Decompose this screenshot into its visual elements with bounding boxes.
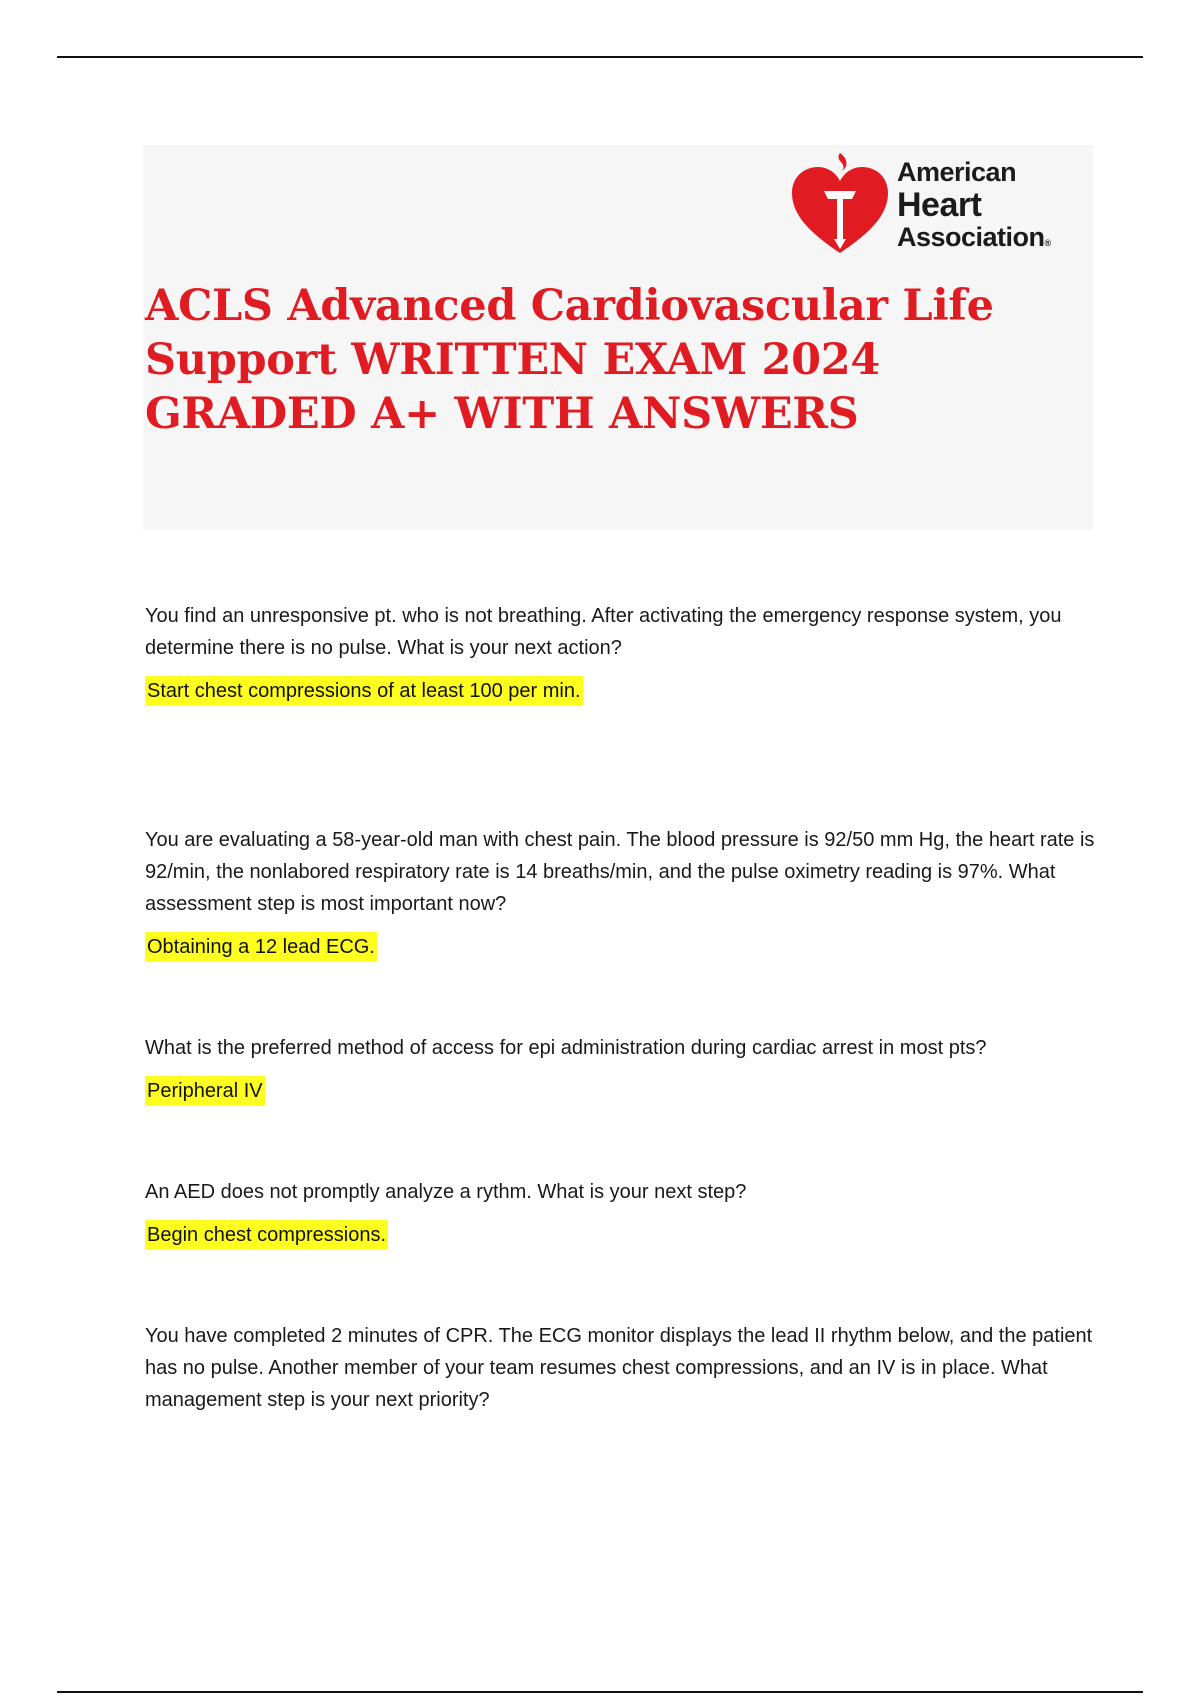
heart-torch-icon xyxy=(790,145,890,260)
logo-line-heart: Heart xyxy=(897,186,982,224)
question-text: What is the preferred method of access for epi administration during cardiac arrest in most pts? xyxy=(145,1037,987,1059)
question-text: You are evaluating a 58-year-old man with chest pain. The blood pressure is 92/50 mm Hg, the heart rate is 92/min, the nonlabored respiratory rate is 14 breaths/min, and the pulse oximetry reading is 97%. What assessment step is most important now? xyxy=(145,829,1095,915)
document-title: ACLS Advanced Cardiovascular Life Support WRITTEN EXAM 2024 GRADED A+ WITH ANSWERS xyxy=(145,281,994,439)
logo-line-american: American xyxy=(897,157,1017,187)
answer-highlight: Start chest compressions of at least 100 per min. xyxy=(145,676,583,706)
question-text: You have completed 2 minutes of CPR. The ECG monitor displays the lead II rhythm below, and the patient has no pulse. Another member of your team resumes chest compressions, and an IV is in place. What management step is your next priority? xyxy=(145,1325,1093,1411)
answer-highlight: Peripheral IV xyxy=(145,1076,265,1106)
question-text: An AED does not promptly analyze a rythm. What is your next step? xyxy=(145,1181,747,1203)
qa-item xyxy=(145,1176,746,1250)
qa-item xyxy=(145,824,1105,962)
registered-mark: ® xyxy=(1044,238,1051,248)
top-rule xyxy=(57,56,1143,58)
aha-logo xyxy=(790,145,1090,265)
title-banner xyxy=(143,145,1093,530)
qa-item xyxy=(145,1032,987,1106)
bottom-rule xyxy=(57,1691,1143,1693)
answer-highlight: Obtaining a 12 lead ECG. xyxy=(145,932,377,962)
logo-line-association-text: Association xyxy=(897,222,1045,252)
question-text: You find an unresponsive pt. who is not breathing. After activating the emergency response system, you determine there is no pulse. What is your next action? xyxy=(145,605,1062,659)
qa-item xyxy=(145,1320,1105,1416)
answer-highlight: Begin chest compressions. xyxy=(145,1220,388,1250)
qa-item xyxy=(145,600,1105,706)
logo-line-association xyxy=(897,224,1051,251)
